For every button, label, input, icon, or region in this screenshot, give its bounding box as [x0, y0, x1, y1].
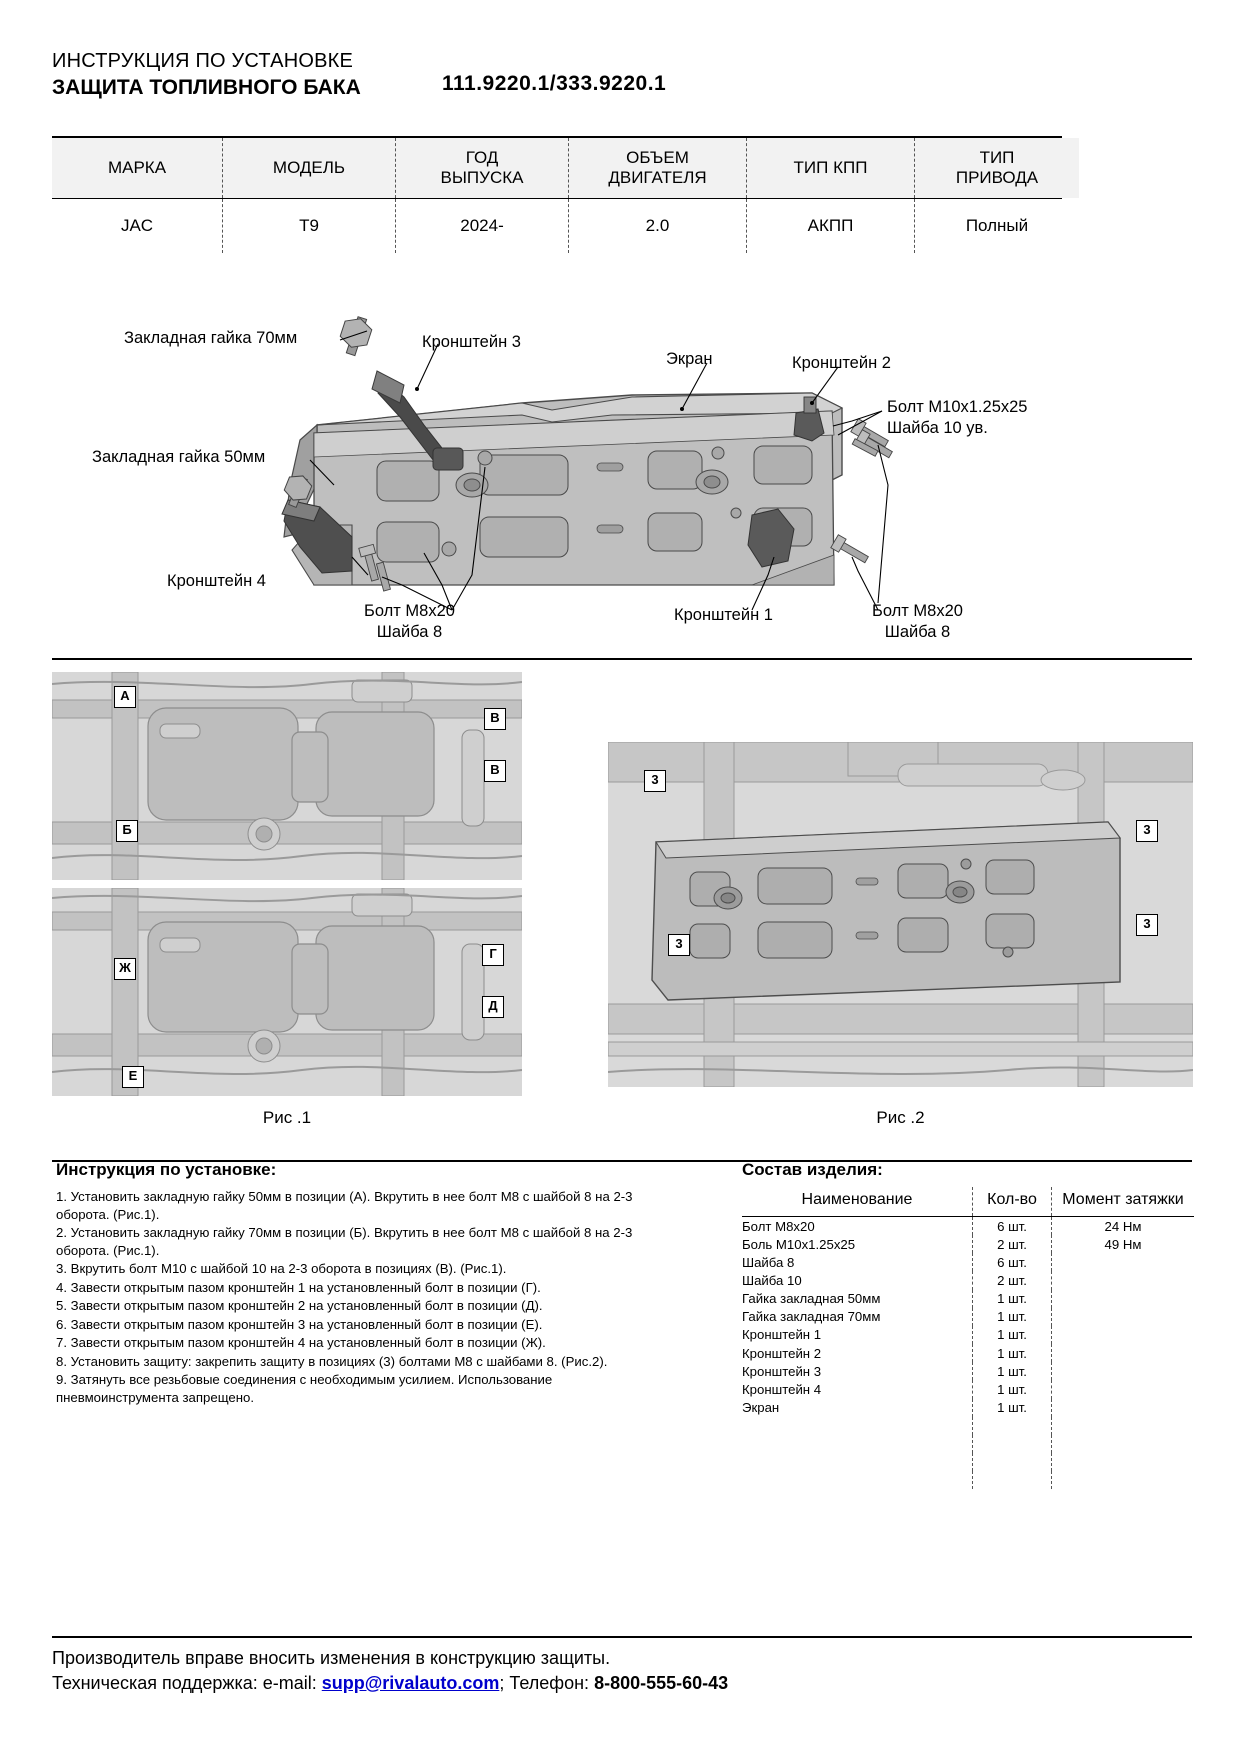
part-name: Болт М8х20 [742, 1217, 973, 1236]
footer-support [52, 1673, 1192, 1694]
instruction-item: 4. Завести открытым пазом кронштейн 1 на установленный болт в позиции (Г). [56, 1279, 541, 1295]
callout-3-top-right: 3 [1136, 820, 1158, 842]
part-torque-empty [1052, 1453, 1195, 1471]
part-torque-empty [1052, 1417, 1195, 1435]
part-qty: 1 шт. [973, 1399, 1052, 1417]
semicolon: ; [499, 1673, 505, 1693]
parts-header-torque: Момент затяжки [1052, 1187, 1195, 1217]
label-bolt-m8-right: Болт М8х20 Шайба 8 [872, 602, 963, 641]
instruction-item: 7. Завести открытым пазом кронштейн 4 на установленный болт в позиции (Ж). [56, 1335, 546, 1351]
label-bolt-m10: Болт М10х1.25х25 Шайба 10 ув. [887, 398, 1028, 437]
part-torque [1052, 1253, 1195, 1271]
callout-e: Е [122, 1066, 144, 1088]
label-nut-70: Закладная гайка 70мм [124, 329, 298, 347]
callout-zh: Ж [114, 958, 136, 980]
table-row-filler [742, 1417, 1194, 1435]
part-torque [1052, 1271, 1195, 1289]
spec-header-drive: ТИП ПРИВОДА [915, 138, 1080, 198]
parts-header-name: Наименование [742, 1187, 973, 1217]
callout-bb: Б [116, 820, 138, 842]
parts-header-qty: Кол-во [973, 1187, 1052, 1217]
part-name: Шайба 10 [742, 1271, 973, 1289]
instruction-item: 2. Установить закладную гайку 70мм в позиции (Б). Вкрутить в нее болт М8 с шайбой 8 на 2-3 оборота. (Рис.1). [56, 1225, 633, 1258]
instruction-item: 3. Вкрутить болт М10 с шайбой 10 на 2-3 оборота в позициях (В). (Рис.1). [56, 1261, 507, 1277]
part-name-empty [742, 1435, 973, 1453]
page-title: ЗАЩИТА ТОПЛИВНОГО БАКА [52, 76, 361, 99]
footer-rule [52, 1636, 1192, 1638]
table-row [742, 1308, 1194, 1326]
table-row [742, 1235, 1194, 1253]
part-name: Гайка закладная 70мм [742, 1308, 973, 1326]
installation-instructions [56, 1160, 676, 1408]
spec-header-row [52, 138, 1079, 198]
table-row [742, 1399, 1194, 1417]
product-code: 111.9220.1/333.9220.1 [442, 72, 667, 95]
part-name: Кронштейн 2 [742, 1344, 973, 1362]
callout-b-2: В [484, 760, 506, 782]
spec-header-engine: ОБЪЕМ ДВИГАТЕЛЯ [569, 138, 747, 198]
part-torque [1052, 1399, 1195, 1417]
callout-b-1: В [484, 708, 506, 730]
part-qty: 6 шт. [973, 1217, 1052, 1236]
table-row-filler [742, 1471, 1194, 1489]
spec-header-brand: МАРКА [52, 138, 223, 198]
label-screen: Экран [666, 350, 713, 368]
label-bracket-1: Кронштейн 1 [674, 606, 773, 624]
instructions-title: Инструкция по установке: [56, 1160, 277, 1179]
instruction-item: 5. Завести открытым пазом кронштейн 2 на установленный болт в позиции (Д). [56, 1298, 543, 1314]
parts-list [742, 1160, 1192, 1489]
spec-header-transmission: ТИП КПП [747, 138, 915, 198]
instruction-item: 8. Установить защиту: закрепить защиту в позициях (3) болтами М8 с шайбами 8. (Рис.2). [56, 1353, 608, 1369]
table-row [742, 1344, 1194, 1362]
label-bolt-m8-left: Болт М8х20 Шайба 8 [364, 602, 455, 641]
part-qty: 1 шт. [973, 1290, 1052, 1308]
part-name-empty [742, 1417, 973, 1435]
table-row [742, 1253, 1194, 1271]
part-qty-empty [973, 1435, 1052, 1453]
spec-header-model: МОДЕЛЬ [223, 138, 396, 198]
part-name-empty [742, 1453, 973, 1471]
callout-d: Д [482, 996, 504, 1018]
table-row [742, 1217, 1194, 1236]
part-torque [1052, 1308, 1195, 1326]
part-name: Кронштейн 3 [742, 1362, 973, 1380]
table-row [742, 1362, 1194, 1380]
part-torque [1052, 1380, 1195, 1398]
vehicle-spec-table [52, 136, 1062, 253]
instruction-item: 1. Установить закладную гайку 50мм в позиции (А). Вкрутить в нее болт М8 с шайбой 8 на 2-3 оборота. (Рис.1). [56, 1189, 633, 1222]
table-row [742, 1380, 1194, 1398]
spec-value-brand: JAC [52, 199, 223, 253]
spec-value-year: 2024- [396, 199, 569, 253]
part-qty: 1 шт. [973, 1308, 1052, 1326]
spec-value-transmission: АКПП [747, 199, 915, 253]
table-row [742, 1290, 1194, 1308]
callout-3-top-left: 3 [644, 770, 666, 792]
part-qty: 1 шт. [973, 1380, 1052, 1398]
table-row-filler [742, 1435, 1194, 1453]
figure-1-photo-top [52, 672, 522, 880]
instruction-item: 6. Завести открытым пазом кронштейн 3 на установленный болт в позиции (Е). [56, 1316, 543, 1332]
part-name-empty [742, 1471, 973, 1489]
instruction-item: 9. Затянуть все резьбовые соединения с необходимым усилием. Использование пневмоинструмента запрещено. [56, 1372, 553, 1406]
figure-2-caption: Рис .2 [876, 1108, 925, 1127]
document-header [52, 50, 1192, 100]
table-row [742, 1326, 1194, 1344]
part-torque [1052, 1326, 1195, 1344]
part-qty: 1 шт. [973, 1326, 1052, 1344]
support-phone: 8-800-555-60-43 [594, 1673, 729, 1693]
figure-1-caption: Рис .1 [262, 1108, 312, 1127]
part-qty: 6 шт. [973, 1253, 1052, 1271]
part-name: Боль М10х1.25х25 [742, 1235, 973, 1253]
part-name: Кронштейн 4 [742, 1380, 973, 1398]
part-torque-empty [1052, 1471, 1195, 1489]
label-bracket-4: Кронштейн 4 [167, 572, 266, 590]
callout-g: Г [482, 944, 504, 966]
table-row [742, 1271, 1194, 1289]
figure-2-photo [608, 742, 1193, 1087]
spec-header-year: ГОД ВЫПУСКА [396, 138, 569, 198]
parts-title: Состав изделия: [742, 1160, 883, 1179]
label-nut-50: Закладная гайка 50мм [92, 448, 266, 466]
callout-a: А [114, 686, 136, 708]
exploded-diagram [52, 285, 1192, 660]
part-qty-empty [973, 1453, 1052, 1471]
callout-3-bottom-left: 3 [668, 934, 690, 956]
support-email-link[interactable]: supp@rivalauto.com [321, 1673, 500, 1693]
parts-header-row [742, 1187, 1194, 1217]
part-qty-empty [973, 1417, 1052, 1435]
footer-disclaimer: Производитель вправе вносить изменения в конструкцию защиты. [52, 1648, 611, 1668]
phone-separator: : [584, 1673, 595, 1693]
part-qty: 2 шт. [973, 1235, 1052, 1253]
document-footer [52, 1636, 1192, 1698]
part-torque: 49 Нм [1104, 1236, 1142, 1252]
phone-label: Телефон [504, 1673, 585, 1693]
label-bracket-2: Кронштейн 2 [792, 354, 891, 372]
part-qty: 1 шт. [973, 1362, 1052, 1380]
table-row-filler [742, 1453, 1194, 1471]
spec-value-model: T9 [223, 199, 396, 253]
part-torque [1052, 1344, 1195, 1362]
part-name: Гайка закладная 50мм [742, 1290, 973, 1308]
figure-1-photo-bottom [52, 888, 522, 1096]
figures-top-rule [52, 658, 1192, 660]
part-torque [1052, 1290, 1195, 1308]
label-bracket-3: Кронштейн 3 [422, 333, 521, 351]
part-name: Шайба 8 [742, 1253, 973, 1271]
header-subtitle: ИНСТРУКЦИЯ ПО УСТАНОВКЕ [52, 50, 354, 72]
part-name: Экран [742, 1399, 973, 1417]
part-torque [1052, 1362, 1195, 1380]
part-qty: 1 шт. [973, 1344, 1052, 1362]
part-torque-empty [1052, 1435, 1195, 1453]
part-qty: 2 шт. [973, 1271, 1052, 1289]
part-name: Кронштейн 1 [742, 1326, 973, 1344]
part-qty-empty [973, 1471, 1052, 1489]
spec-data-row [52, 199, 1079, 253]
spec-value-drive: Полный [965, 216, 1029, 235]
part-torque: 24 Нм [1104, 1218, 1142, 1234]
callout-3-bottom-right: 3 [1136, 914, 1158, 936]
spec-value-engine: 2.0 [569, 199, 747, 253]
support-label: Техническая поддержка: e-mail: [52, 1673, 322, 1693]
